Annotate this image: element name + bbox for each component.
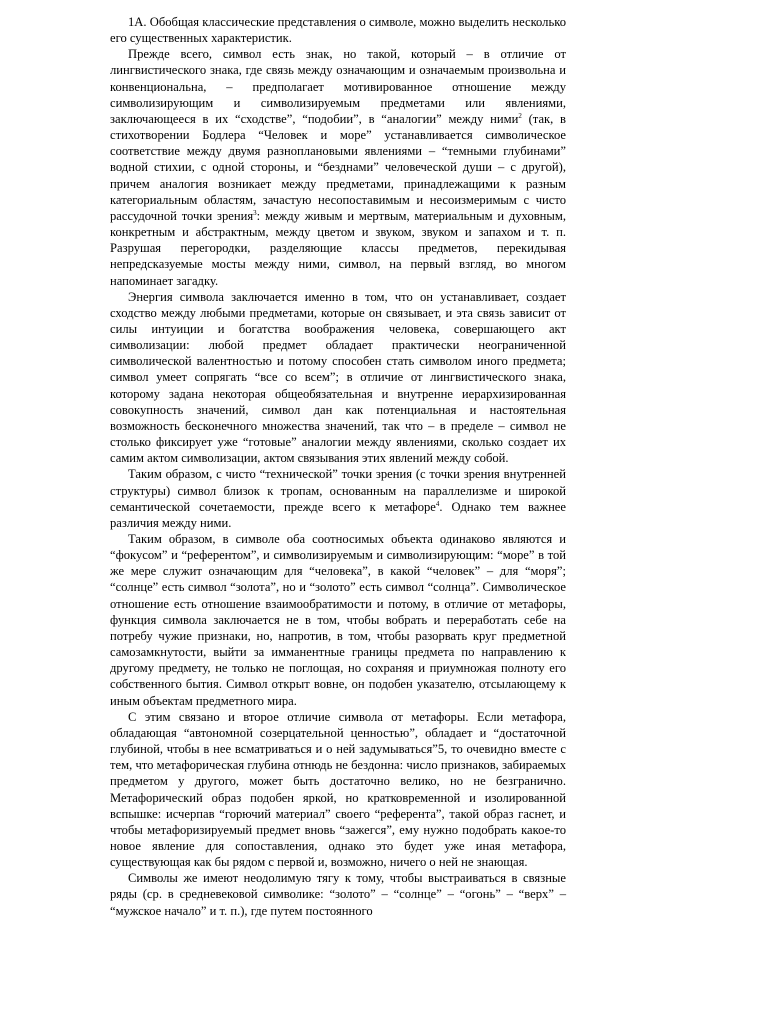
paragraph (110, 14, 566, 46)
paragraph (110, 46, 566, 288)
paragraph-text: 1А. Обобщая классические представления о символе, можно выделить несколько его существенных характеристик. (110, 15, 566, 46)
document-page (110, 14, 566, 919)
paragraph-text: Прежде всего, символ есть знак, но такой, который – в отличие от лингвистического знака, где связь между означающим и означаемым произвольна и конвенциональна, – предполагает мотивированное отношение между символизирующим и символизируемым предметами или явлениями, заключающееся в их “сходстве”, “подобии”, в “аналогии” между ними (110, 47, 566, 126)
paragraph (110, 870, 566, 918)
paragraph-text: Энергия символа заключается именно в том, что он устанавливает, создает сходство между любыми предметами, которые он связывает, и эта связь зависит от силы интуиции и богатства воображения человека, совершающего акт символизации: любой предмет обладает практически неограниченной символической валентностью и потому способен стать символом иного предмета; символ умеет сопрягать “все со всем”; в отличие от лингвистического знака, которому задана некоторая общеобязательная и внутренне иерархизированная совокупность значений, символ дан как потенциальная и настоятельная возможность бесконечного множества значений, так что – в пределе – символ не столько фиксирует уже “готовые” аналогии между явлениями, сколько создает их самим актом символизации, актом связывания этих явлений между собой. (110, 289, 566, 466)
paragraph (110, 531, 566, 709)
paragraph-text: Символы же имеют неодолимую тягу к тому, чтобы выстраиваться в связные ряды (ср. в средневековой символике: “золото” – “солнце” – “огонь” – “верх” – “мужское начало” и т. п.), где путем постоянного (110, 871, 566, 918)
footnote-ref: 4 (435, 499, 440, 508)
paragraph-text: : между живым и мертвым, материальным и духовным, конкретным и абстрактным, между цветом и звуком, звуком и запахом и т. п. Разрушая перегородки, разделяющие классы предметов, перекидывая непредсказуемые мосты между ними, символ, на первый взгляд, во многом напоминает загадку. (110, 208, 567, 288)
paragraph-text: . Однако тем важнее различия между ними. (110, 499, 566, 530)
paragraph (110, 466, 566, 531)
footnote-ref: 2 (518, 111, 522, 120)
paragraph-text: (так, в стихотворении Бодлера “Человек и море” устанавливается символическое соответствие между двумя разноплановыми явлениями – “темными глубинами” водной стихии, с одной стороны, и “безднами” человеческой души – с другой), причем аналогия возникает между предметами, принадлежащими к разным категориальным областям, зачастую несопоставимым и несоизмеримым с чисто рассудочной точки зрения (110, 111, 566, 223)
paragraph (110, 709, 566, 871)
paragraph-text: Таким образом, с чисто “технической” точки зрения (с точки зрения внутренней структуры) символ близок к тропам, основанным на параллелизме и широкой семантической сочетаемости, прежде всего к метафоре (110, 467, 566, 514)
paragraph (110, 289, 566, 467)
footnote-ref: 3 (253, 208, 257, 217)
paragraph-text: Таким образом, в символе оба соотносимых объекта одинаково являются и “фокусом” и “референтом”, и символизируемым и символизирующим: “море” в той же мере служит означающим для “человека”, в какой “человек” – для “моря”; “солнце” есть символ “золота”, но и “золото” есть символ “солнца”. Символическое отношение есть отношение взаимообратимости и потому, в отличие от метафоры, функция символа заключается не в том, чтобы вобрать и переработать себе на потребу чужие признаки, но, напротив, в том, чтобы разорвать круг предметной самозамкнутости, выйти за имманентные границы предмета по направлению к другому предмету, не только не поглощая, но сохраняя и приумножая полноту его собственного бытия. Символ открыт вовне, он подобен указателю, отсылающему к иным объектам предметного мира. (110, 532, 566, 708)
paragraph-text: С этим связано и второе отличие символа от метафоры. Если метафора, обладающая “автономной созерцательной ценностью”, обладает и “достаточной глубиной, чтобы в нее всматриваться и о ней задумываться”5, то очевидно вместе с тем, что метафорическая глубина отнюдь не бездонна: число признаков, забираемых предметом у другого, может быть достаточно велико, но не безгранично. Метафорический образ подобен яркой, но кратковременной и изолированной вспышке: исчерпав “горючий материал” своего “референта”, такой образ гаснет, и чтобы метафоризируемый предмет вновь “зажегся”, ему нужно подобрать какое-то новое явление для сопоставления, однако это будет уже иная метафора, существующая как бы рядом с первой и, возможно, ничего о ней не знающая. (110, 709, 566, 870)
